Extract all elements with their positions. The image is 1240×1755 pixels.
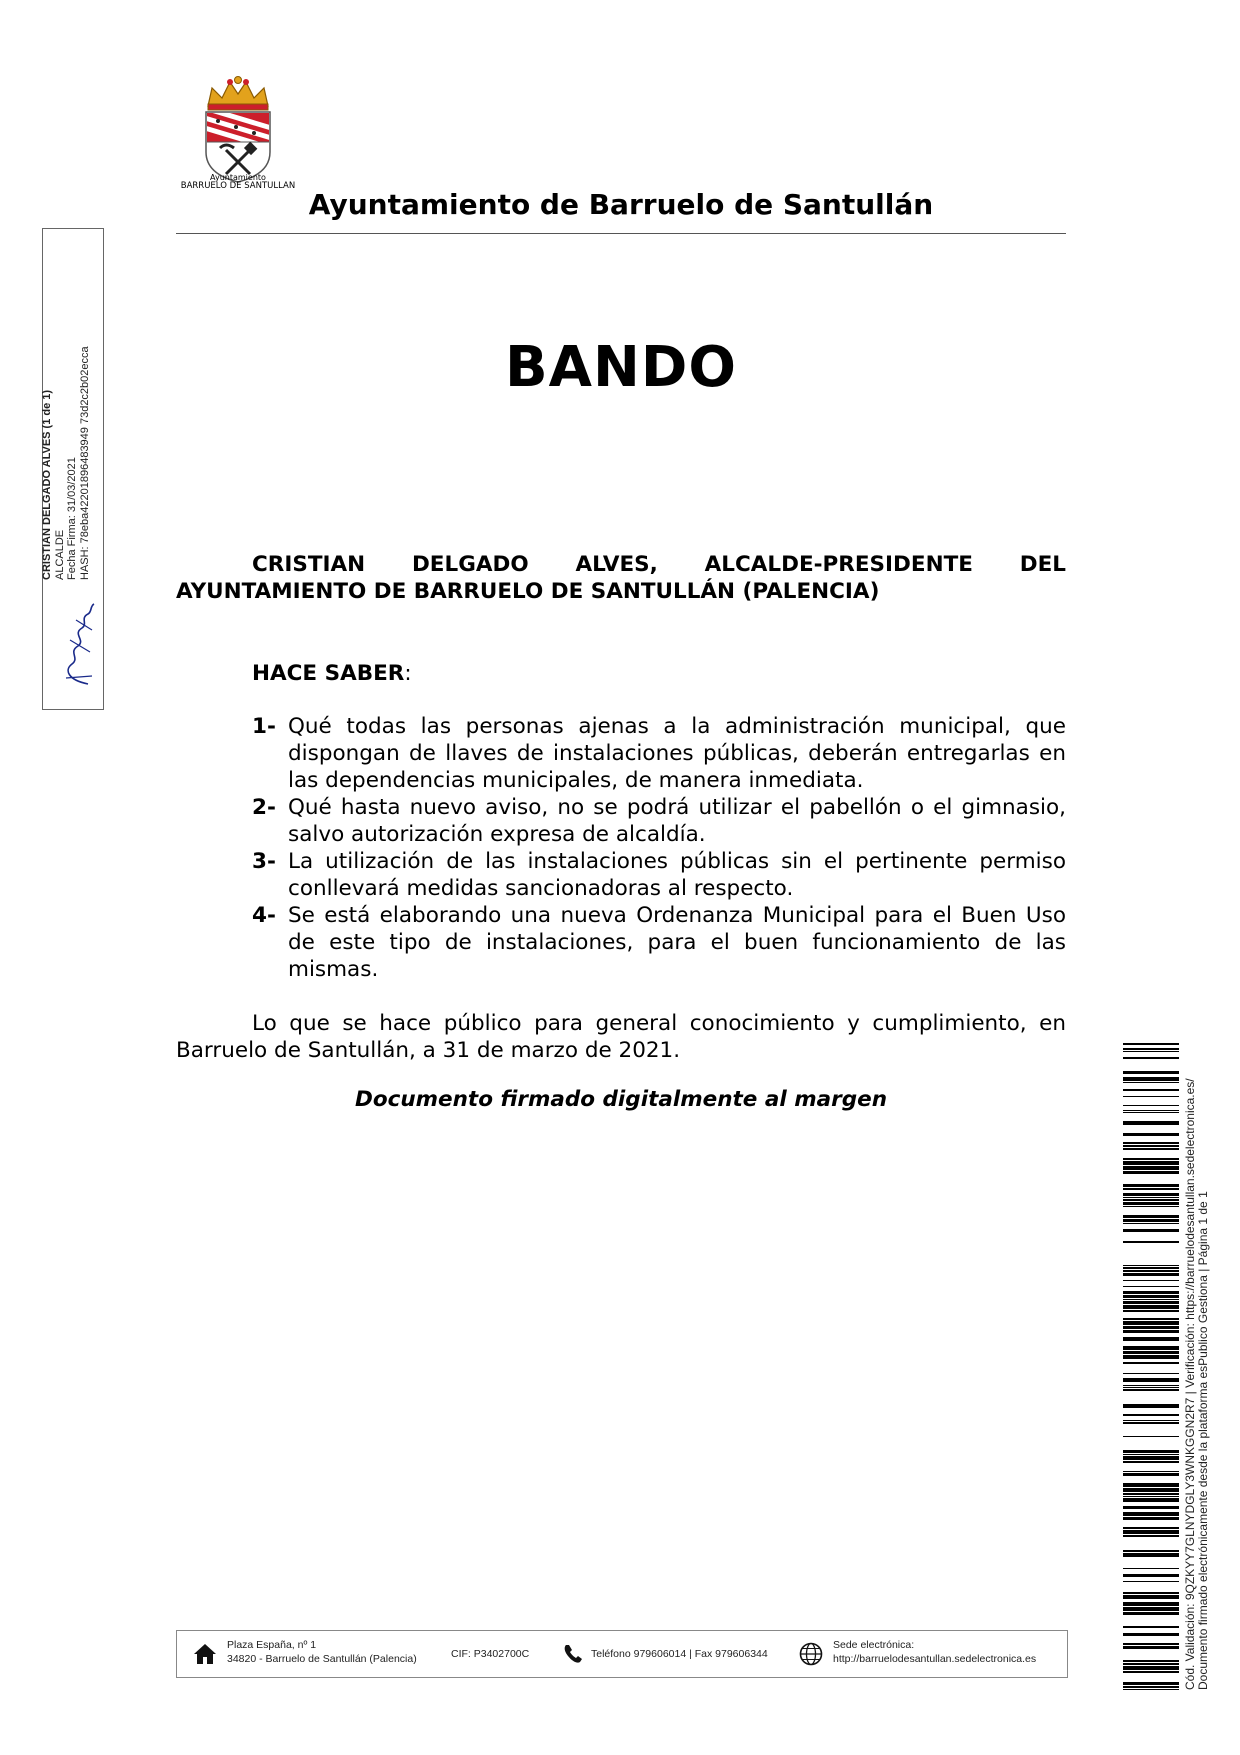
barcode-bar — [1123, 1414, 1179, 1416]
barcode-bar — [1123, 1337, 1179, 1341]
barcode-bar — [1123, 1105, 1179, 1106]
signed-note: Documento firmado digitalmente al margen — [354, 1087, 888, 1112]
barcode-bar — [1123, 1291, 1179, 1294]
barcode-bar — [1123, 1197, 1179, 1198]
barcode-bar — [1123, 1166, 1179, 1170]
barcode-bar — [1123, 1385, 1179, 1386]
header-divider — [176, 233, 1066, 234]
barcode-bar — [1123, 1663, 1179, 1665]
barcode-bar — [1123, 1450, 1179, 1453]
barcode-bar — [1123, 1506, 1179, 1509]
barcode-bar — [1123, 1643, 1179, 1645]
barcode-bar — [1123, 1299, 1179, 1300]
home-icon — [193, 1643, 217, 1665]
barcode-bar — [1123, 1512, 1179, 1516]
header-title: Ayuntamiento de Barruelo de Santullán — [308, 188, 934, 221]
barcode-bar — [1123, 1330, 1179, 1333]
barcode-bar — [1123, 1280, 1179, 1281]
list-item — [252, 713, 1066, 794]
barcode-bar — [1123, 1422, 1179, 1424]
barcode-bar — [1123, 1574, 1179, 1577]
barcode-bar — [1123, 1592, 1179, 1594]
barcode-bar — [1123, 1646, 1179, 1649]
barcode-bar — [1123, 1161, 1179, 1165]
barcode-bar — [1123, 1346, 1179, 1350]
barcode-bar — [1123, 1265, 1179, 1266]
list-item-text: La utilización de las instalaciones públicas sin el pertinente permiso conllevará medidas sancionadoras al respecto. — [288, 849, 1066, 901]
footer-address-line2: 34820 - Barruelo de Santullán (Palencia) — [227, 1653, 417, 1665]
footer-address — [227, 1638, 417, 1666]
barcode-bar — [1123, 1273, 1179, 1276]
barcode-bar — [1123, 1286, 1179, 1287]
barcode-bar — [1123, 1362, 1179, 1364]
barcode-bar — [1123, 1686, 1179, 1688]
list-item — [252, 794, 1066, 848]
barcode-bar — [1123, 1498, 1179, 1502]
barcode-bar — [1123, 1223, 1179, 1224]
barcode-caption — [1184, 1030, 1224, 1690]
footer-address-line1: Plaza España, nº 1 — [227, 1639, 317, 1651]
barcode-bar — [1123, 1089, 1179, 1091]
barcode-bar — [1123, 1145, 1179, 1147]
barcode-bar — [1123, 1493, 1179, 1495]
barcode-bar — [1123, 1326, 1179, 1329]
barcode-bar — [1123, 1488, 1179, 1492]
barcode-bar — [1123, 1318, 1179, 1320]
barcode-bar — [1123, 1666, 1179, 1670]
barcode-bar — [1123, 1517, 1179, 1520]
barcode-bar — [1123, 1461, 1179, 1463]
barcode-bar — [1123, 1295, 1179, 1298]
hace-saber-label: HACE SABER — [252, 661, 405, 686]
list-item-text: Se está elaborando una nueva Ordenanza Municipal para el Buen Uso de este tipo de instalaciones, para el buen funcionamiento de las mismas. — [288, 903, 1066, 982]
barcode-bar — [1123, 1689, 1179, 1690]
validation-barcode — [1123, 1043, 1179, 1693]
barcode-bar — [1123, 1633, 1179, 1636]
closing-paragraph: Lo que se hace público para general conocimiento y cumplimiento, en Barruelo de Santullán, a 31 de marzo de 2021. — [176, 1011, 1066, 1063]
list-item-number: 2- — [252, 795, 276, 820]
barcode-bar — [1123, 1148, 1179, 1150]
barcode-bar — [1123, 1301, 1179, 1304]
list-item-number: 4- — [252, 903, 276, 928]
footer-sede-label: Sede electrónica: — [833, 1639, 915, 1651]
logo-caption-town: BARRUELO DE SANTULLAN — [180, 181, 296, 191]
barcode-bar — [1123, 1626, 1179, 1628]
barcode-bar — [1123, 1389, 1179, 1391]
barcode-bar — [1123, 1607, 1179, 1611]
footer-sede-url: http://barruelodesantullan.sedelectronica.es — [833, 1653, 1037, 1665]
barcode-bar — [1123, 1373, 1179, 1374]
barcode-bar — [1123, 1483, 1179, 1487]
signature-details — [41, 220, 101, 580]
barcode-bar — [1123, 1112, 1179, 1113]
barcode-bar — [1123, 1535, 1179, 1537]
barcode-bar — [1123, 1671, 1179, 1673]
barcode-bar — [1123, 1612, 1179, 1615]
barcode-bar — [1123, 1305, 1179, 1309]
phone-icon — [562, 1643, 584, 1665]
barcode-bar — [1123, 1043, 1179, 1045]
barcode-bar — [1123, 1473, 1179, 1476]
barcode-caption-line2: Documento firmado electrónicamente desde la plataforma esPublico Gestiona | Página 1 de 1 — [1196, 1191, 1210, 1690]
barcode-bar — [1123, 1387, 1179, 1388]
signer-role: ALCALDE — [53, 529, 66, 580]
barcode-bar — [1123, 1454, 1179, 1455]
barcode-bar — [1123, 1158, 1179, 1160]
barcode-bar — [1123, 1530, 1179, 1534]
barcode-bar — [1123, 1602, 1179, 1606]
barcode-bar — [1123, 1321, 1179, 1325]
barcode-bar — [1123, 1496, 1179, 1497]
barcode-bar — [1123, 1199, 1179, 1201]
signature-date: Fecha Firma: 31/03/2021 — [66, 457, 78, 580]
barcode-bar — [1123, 1660, 1179, 1662]
list-item-text: Qué hasta nuevo aviso, no se podrá utilizar el pabellón o el gimnasio, salvo autorización expresa de alcaldía. — [288, 795, 1066, 847]
footer-sede — [833, 1638, 1036, 1666]
barcode-bar — [1123, 1553, 1179, 1557]
intro-paragraph: CRISTIAN DELGADO ALVES, ALCALDE-PRESIDENTE DEL AYUNTAMIENTO DE BARRUELO DE SANTULLÁN (PALENCIA) — [176, 552, 1066, 604]
barcode-bar — [1123, 1241, 1179, 1243]
barcode-bar — [1123, 1171, 1179, 1174]
barcode-bar — [1123, 1219, 1179, 1222]
barcode-bar — [1123, 1082, 1179, 1083]
list-item — [252, 902, 1066, 983]
barcode-bar — [1123, 1048, 1179, 1050]
barcode-bar — [1123, 1077, 1179, 1081]
barcode-bar — [1123, 1682, 1179, 1685]
list-item-number: 3- — [252, 849, 276, 874]
barcode-bar — [1123, 1436, 1179, 1437]
barcode-bar — [1123, 1471, 1179, 1472]
barcode-bar — [1123, 1568, 1179, 1569]
list-item-text: Qué todas las personas ajenas a la administración municipal, que dispongan de llaves de instalaciones públicas, deberán entregarlas en las dependencias municipales, de manera inmediata. — [288, 714, 1066, 793]
barcode-bar — [1123, 1057, 1179, 1059]
barcode-bar — [1123, 1267, 1179, 1269]
barcode-bar — [1123, 1193, 1179, 1196]
barcode-bar — [1123, 1378, 1179, 1382]
barcode-bar — [1123, 1202, 1179, 1205]
barcode-bar — [1123, 1096, 1179, 1097]
barcode-bar — [1123, 1581, 1179, 1582]
barcode-bar — [1123, 1188, 1179, 1190]
footer — [176, 1630, 1068, 1678]
hace-saber-heading — [252, 660, 412, 687]
barcode-bar — [1123, 1595, 1179, 1599]
hace-saber-colon: : — [404, 661, 412, 686]
barcode-bar — [1123, 1550, 1179, 1552]
barcode-bar — [1123, 1270, 1179, 1272]
list-item — [252, 848, 1066, 902]
barcode-bar — [1123, 1351, 1179, 1354]
barcode-bar — [1123, 1404, 1179, 1408]
footer-cif: CIF: P3402700C — [451, 1648, 530, 1660]
barcode-bar — [1123, 1310, 1179, 1312]
signature-hash: HASH: 78eba42201896483949 73d2c2b02ecca — [78, 346, 91, 580]
logo-caption-ayuntamiento: Ayuntamiento — [210, 173, 266, 182]
barcode-bar — [1123, 1206, 1179, 1207]
barcode-bar — [1123, 1133, 1179, 1136]
barcode-bar — [1123, 1071, 1179, 1074]
list-item-number: 1- — [252, 714, 276, 739]
barcode-bar — [1123, 1527, 1179, 1529]
barcode-bar — [1123, 1215, 1179, 1218]
signer-name: CRISTIAN DELGADO ALVES (1 de 1) — [41, 389, 53, 580]
document-title: BANDO — [505, 335, 737, 400]
barcode-bar — [1123, 1121, 1179, 1125]
barcode-bar — [1123, 1110, 1179, 1111]
barcode-bar — [1123, 1420, 1179, 1421]
globe-icon — [799, 1642, 823, 1666]
handwritten-signature — [58, 600, 100, 688]
barcode-caption-line1: Cód. Validación: 9QZKYY7GLNYDGLY3WNKGGN2R7 | Verificación: https://barruelodesantullan.sedelectronica.es/ — [1183, 1078, 1197, 1690]
barcode-bar — [1123, 1456, 1179, 1460]
barcode-bar — [1123, 1142, 1179, 1144]
barcode-bar — [1123, 1229, 1179, 1232]
barcode-bar — [1123, 1184, 1179, 1187]
barcode-bar — [1123, 1355, 1179, 1359]
footer-phone: Teléfono 979606014 | Fax 979606344 — [591, 1648, 768, 1660]
barcode-bar — [1123, 1051, 1179, 1052]
